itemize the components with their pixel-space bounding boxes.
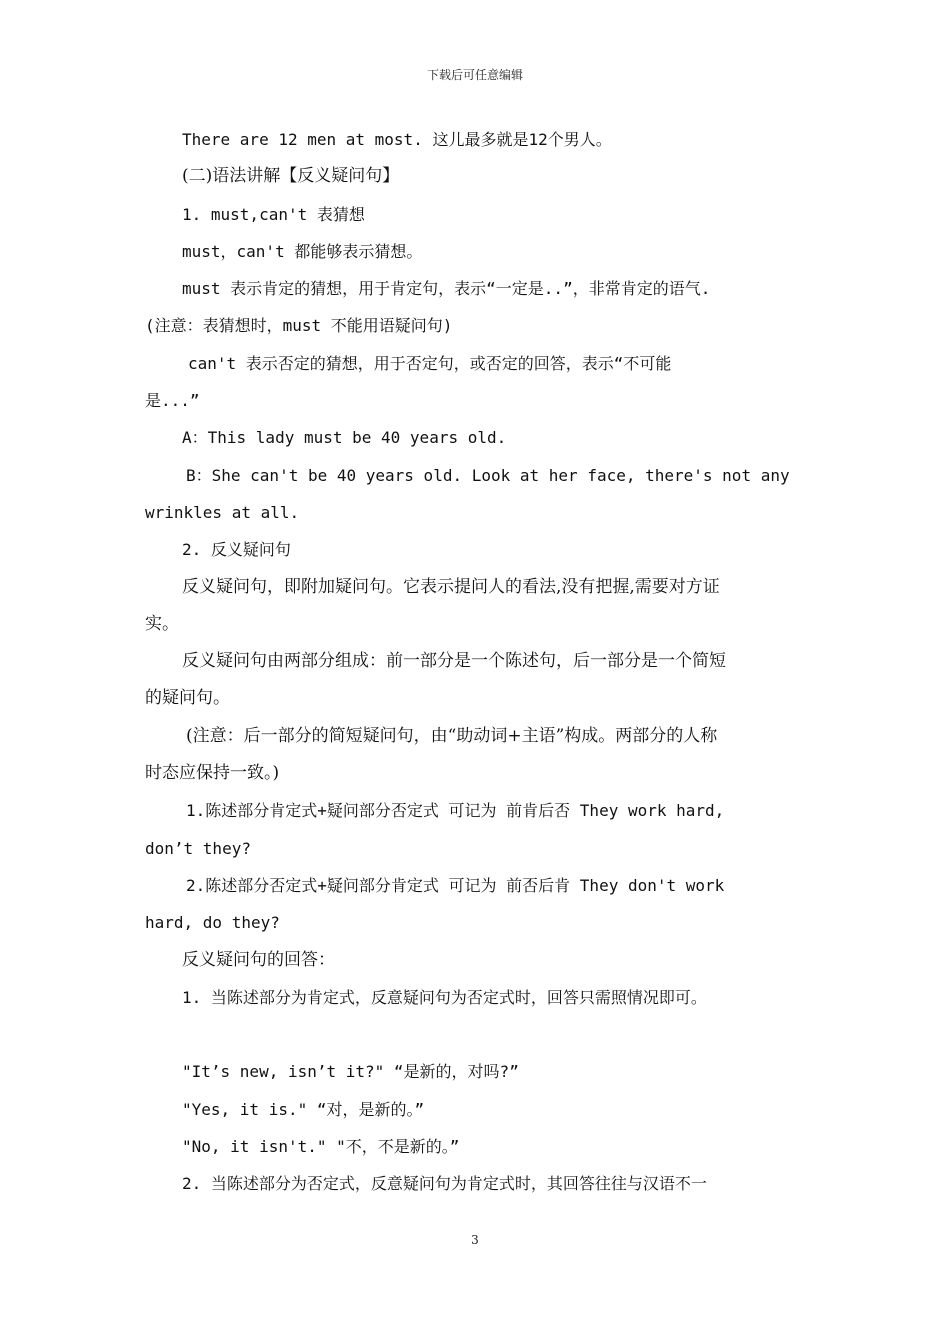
text-line: must 表示肯定的猜想，用于肯定句，表示“一定是..”，非常肯定的语气.: [182, 279, 711, 299]
blank-line: [145, 1016, 807, 1053]
note-line: 时态应保持一致。): [145, 763, 280, 784]
page-number: 3: [471, 1233, 479, 1247]
note-line: (注意：表猜想时，must 不能用语疑问句): [145, 316, 453, 336]
example-line: "It’s new, isn’t it?" “是新的，对吗?”: [182, 1062, 519, 1082]
subheading: 1. must,can't 表猜想: [182, 204, 365, 224]
text-line: 是...”: [145, 391, 200, 411]
note-line: (注意：后一部分的简短疑问句，由“助动词+主语”构成。两部分的人称: [186, 725, 718, 746]
document-body: [145, 121, 807, 1203]
rule-line: hard, do they?: [145, 913, 280, 933]
rule-line: 2.陈述部分否定式+疑问部分肯定式 可记为 前否后肯 They don't work: [186, 875, 725, 895]
text-line: must，can't 都能够表示猜想。: [182, 241, 423, 261]
rule-line: don’t they?: [145, 838, 251, 858]
text-line: There are 12 men at most. 这儿最多就是12个男人。: [182, 130, 612, 149]
text-line: 实。: [145, 613, 179, 634]
example-line: "Yes, it is." “对，是新的。”: [182, 1099, 425, 1119]
text-line: 1. 当陈述部分为肯定式，反意疑问句为否定式时，回答只需照情况即可。: [182, 987, 707, 1007]
text-line: 反义疑问句，即附加疑问句。它表示提问人的看法,没有把握,需要对方证: [182, 576, 720, 597]
example-line: wrinkles at all.: [145, 502, 300, 522]
subheading: 反义疑问句的回答：: [182, 949, 335, 970]
text-line: 的疑问句。: [145, 688, 230, 709]
example-line: A：This lady must be 40 years old.: [182, 428, 507, 448]
example-line: B：She can't be 40 years old. Look at her face, there's not any: [186, 465, 790, 485]
text-line: 反义疑问句由两部分组成：前一部分是一个陈述句，后一部分是一个简短: [182, 651, 726, 672]
text-line: 2. 当陈述部分为否定式，反意疑问句为肯定式时，其回答往往与汉语不一: [182, 1174, 707, 1194]
subheading: 2. 反义疑问句: [182, 540, 291, 560]
example-line: "No, it isn't." "不，不是新的。”: [182, 1137, 460, 1157]
rule-line: 1.陈述部分肯定式+疑问部分否定式 可记为 前肯后否 They work hard,: [186, 801, 725, 821]
text-line: can't 表示否定的猜想，用于否定句，或否定的回答，表示“不可能: [188, 353, 672, 373]
section-heading: (二)语法讲解【反义疑问句】: [182, 166, 400, 187]
page-header: 下载后可任意编辑: [426, 68, 523, 82]
